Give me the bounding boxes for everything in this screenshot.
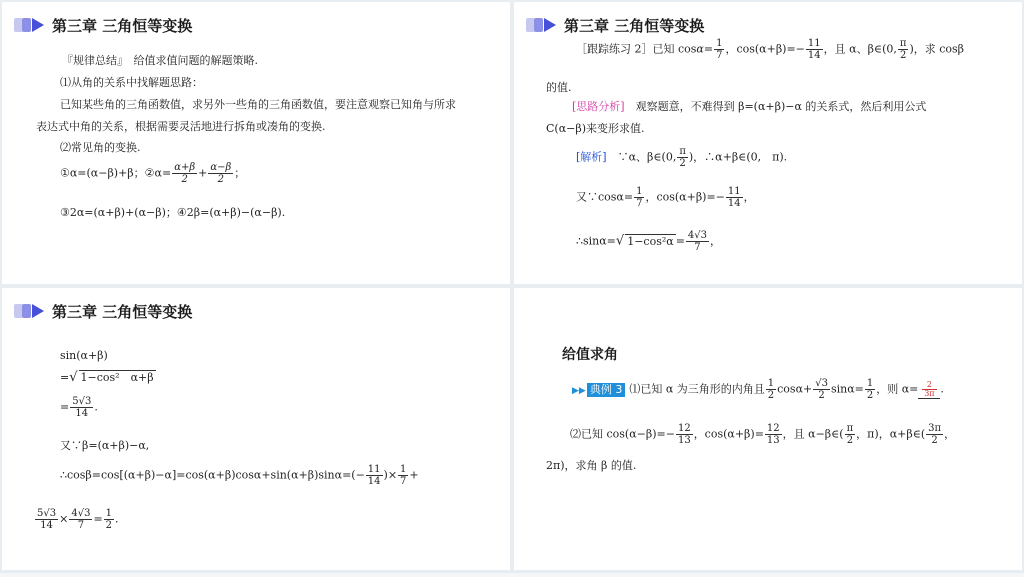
calc-line-5: ∴cosβ=cos[(α+β)−α]=cos(α+β)cosα+sin(α+β)sinα=(− $\frac{11}{14}$ )× $\frac{1}{7}$ + bbox=[60, 464, 419, 487]
calc-line-2: =√ 1−cos² α+β bbox=[60, 370, 154, 385]
idea-analysis: [思路分析] 观察题意，不难得到 β=(α+β)−α 的关系式，然后利用公式 bbox=[572, 100, 927, 113]
angle-transform-line-1: ①α=(α−β)+β；②α= $\frac{\alpha+\beta}{2}$ + $\frac{\alpha-\beta}{2}$ ； bbox=[60, 162, 246, 185]
bottom-strip bbox=[0, 573, 1024, 577]
angle-transform-line-2: ③2α=(α+β)+(α−β)；④2β=(α+β)−(α−β). bbox=[60, 206, 286, 219]
slide-panel-2 bbox=[514, 2, 1022, 284]
solution-tag: [解析] bbox=[576, 150, 607, 164]
slide-panel-1 bbox=[2, 2, 510, 284]
exercise-question-cont: 的值. bbox=[546, 81, 572, 94]
chapter-header bbox=[14, 300, 192, 322]
example-part-2-cont: 2π)，求角 β 的值. bbox=[546, 459, 637, 472]
calc-line-4: 又∵β=(α+β)−α, bbox=[60, 439, 150, 452]
summary-text-2: 表达式中角的关系，根据需要灵活地进行拆角或凑角的变换. bbox=[36, 120, 326, 133]
example-part-2: ⑵已知 cos(α−β)=− $\frac{12}{13}$ ，cos(α+β)= $\frac{12}{13}$ ，且 α−β∈( $\frac{\pi}{2}$ ，π)，α+β∈( $\frac{3\pi}{2}$ ， bbox=[570, 423, 956, 446]
chapter-logo-icon bbox=[526, 16, 562, 34]
chapter-title: 第三章 三角恒等变换 bbox=[52, 302, 193, 321]
summary-text-1: 已知某些角的三角函数值，求另外一些角的三角函数值，要注意观察已知角与所求 bbox=[60, 98, 456, 111]
answer-blank: $\frac{2}{3\pi}$ bbox=[918, 381, 940, 399]
example-badge: 典例 3 bbox=[587, 383, 626, 397]
calc-line-6: $\frac{5√3}{14}$ × $\frac{4√3}{7}$ = $\frac{1}{2}$ . bbox=[37, 508, 119, 531]
summary-heading: 『规律总结』 给值求值问题的解题策略. bbox=[62, 54, 258, 67]
calc-line-3: = $\frac{5√3}{14}$ . bbox=[60, 396, 98, 419]
chapter-logo-icon bbox=[14, 302, 50, 320]
solution-line-2: 又∵cosα= $\frac{1}{7}$ ，cos(α+β)=− $\frac{11}{14}$ ， bbox=[576, 186, 755, 209]
chapter-title: 第三章 三角恒等变换 bbox=[52, 16, 193, 35]
slide-panel-4 bbox=[514, 288, 1022, 570]
summary-point-1: ⑴从角的关系中找解题思路： bbox=[60, 76, 203, 89]
slide-panel-3 bbox=[2, 288, 510, 570]
solution-line-3: ∴sinα=√ 1−cos²α = $\frac{4√3}{7}$ ， bbox=[576, 230, 722, 253]
chapter-header bbox=[14, 14, 192, 36]
summary-point-2: ⑵常见角的变换. bbox=[60, 141, 141, 154]
chapter-logo-icon bbox=[14, 16, 50, 34]
double-arrow-icon: ▶▶ bbox=[572, 385, 586, 396]
calc-line-1: sin(α+β) bbox=[60, 349, 108, 362]
idea-analysis-tag: [思路分析] bbox=[572, 100, 625, 113]
exercise-question: ［跟踪练习 2］已知 cosα= $\frac{1}{7}$ ，cos(α+β)=− $\frac{11}{14}$ ，且 α、β∈(0, $\frac{\pi}{2}$ )，求 cosβ bbox=[576, 38, 965, 61]
chapter-header bbox=[526, 14, 704, 36]
section-title: 给值求角 bbox=[562, 347, 618, 363]
solution-line-1: [解析] ∵α、β∈(0, $\frac{\pi}{2}$ )，∴α+β∈(0, π). bbox=[576, 146, 788, 169]
idea-analysis-cont: C(α−β)来变形求值. bbox=[546, 122, 645, 135]
chapter-title: 第三章 三角恒等变换 bbox=[564, 16, 705, 35]
example-part-1: ▶▶ 典例 3 ⑴已知 α 为三角形的内角且 $\frac{1}{2}$ cosα+ $\frac{√3}{2}$ sinα= $\frac{1}{2}$ ，则 α= $\frac{2}{3\pi}$ . bbox=[572, 378, 944, 401]
